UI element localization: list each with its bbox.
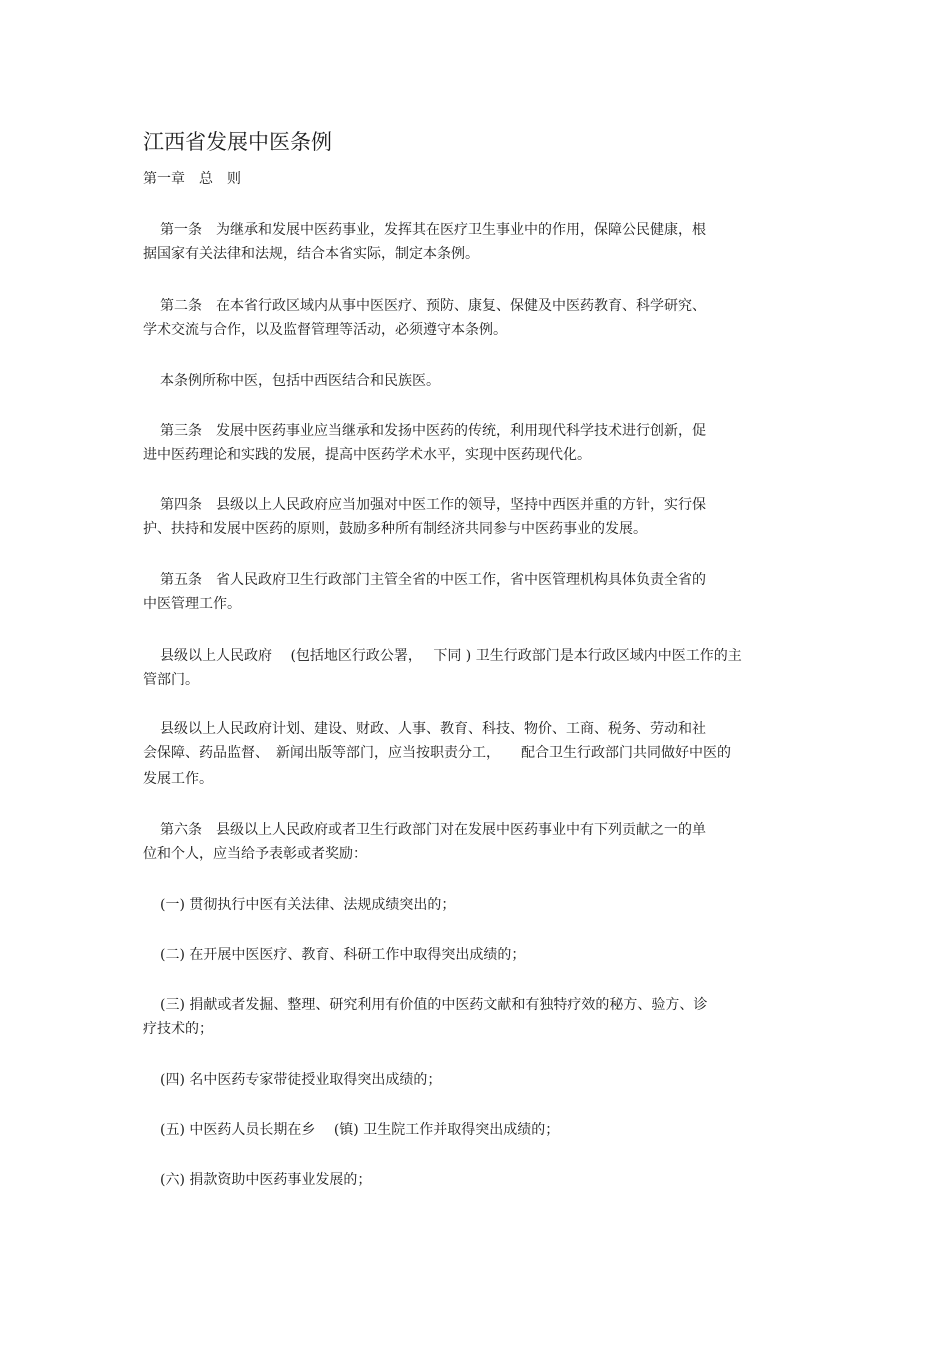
article-6-item-3-line-1: (三) 捐献或者发掘、整理、研究利用有价值的中医药文献和有独特疗效的秘方、验方、诊 [160, 997, 708, 1013]
article-6-line-2: 位和个人，应当给予表彰或者奖励： [143, 846, 367, 862]
article-1-line-2: 据国家有关法律和法规，结合本省实际，制定本条例。 [143, 246, 479, 262]
article-5-paragraph-2-line-2: 管部门。 [143, 672, 199, 688]
article-2-line-2: 学术交流与合作，以及监督管理等活动，必须遵守本条例。 [143, 322, 507, 338]
article-5-paragraph-3-line-3: 发展工作。 [143, 771, 213, 787]
article-5-paragraph-3-line-1: 县级以上人民政府计划、建设、财政、人事、教育、科技、物价、工商、税务、劳动和社 [160, 721, 706, 737]
article-1-line-1: 第一条 为继承和发展中医药事业，发挥其在医疗卫生事业中的作用，保障公民健康，根 [160, 222, 706, 238]
article-3-line-1: 第三条 发展中医药事业应当继承和发扬中医药的传统，利用现代科学技术进行创新，促 [160, 423, 706, 439]
document-title: 江西省发展中医条例 [143, 130, 332, 154]
article-5-paragraph-2-line-1: 县级以上人民政府 (包括地区行政公署， 下同 ) 卫生行政部门是本行政区域内中医工作的主 [160, 648, 742, 664]
article-2-line-1: 第二条 在本省行政区域内从事中医医疗、预防、康复、保健及中医药教育、科学研究、 [160, 298, 706, 314]
article-6-item-1: (一) 贯彻执行中医有关法律、法规成绩突出的； [160, 897, 456, 913]
article-5-paragraph-3-line-2: 会保障、药品监督、 新闻出版等部门，应当按职责分工， 配合卫生行政部门共同做好中医的 [143, 745, 731, 761]
article-6-item-4: (四) 名中医药专家带徒授业取得突出成绩的； [160, 1072, 442, 1088]
article-5-line-1: 第五条 省人民政府卫生行政部门主管全省的中医工作，省中医管理机构具体负责全省的 [160, 572, 706, 588]
article-4-line-1: 第四条 县级以上人民政府应当加强对中医工作的领导，坚持中西医并重的方针，实行保 [160, 497, 706, 513]
article-5-line-2: 中医管理工作。 [143, 596, 241, 612]
article-2-paragraph-2: 本条例所称中医，包括中西医结合和民族医。 [160, 373, 440, 389]
chapter-heading: 第一章 总 则 [143, 171, 241, 187]
article-6-item-5: (五) 中医药人员长期在乡 (镇) 卫生院工作并取得突出成绩的； [160, 1122, 560, 1138]
article-6-item-3-line-2: 疗技术的； [143, 1021, 213, 1037]
article-6-item-6: (六) 捐款资助中医药事业发展的； [160, 1172, 372, 1188]
article-4-line-2: 护、扶持和发展中医药的原则，鼓励多种所有制经济共同参与中医药事业的发展。 [143, 521, 647, 537]
article-3-line-2: 进中医药理论和实践的发展，提高中医药学术水平，实现中医药现代化。 [143, 447, 591, 463]
article-6-item-2: (二) 在开展中医医疗、教育、科研工作中取得突出成绩的； [160, 947, 526, 963]
article-6-line-1: 第六条 县级以上人民政府或者卫生行政部门对在发展中医药事业中有下列贡献之一的单 [160, 822, 706, 838]
